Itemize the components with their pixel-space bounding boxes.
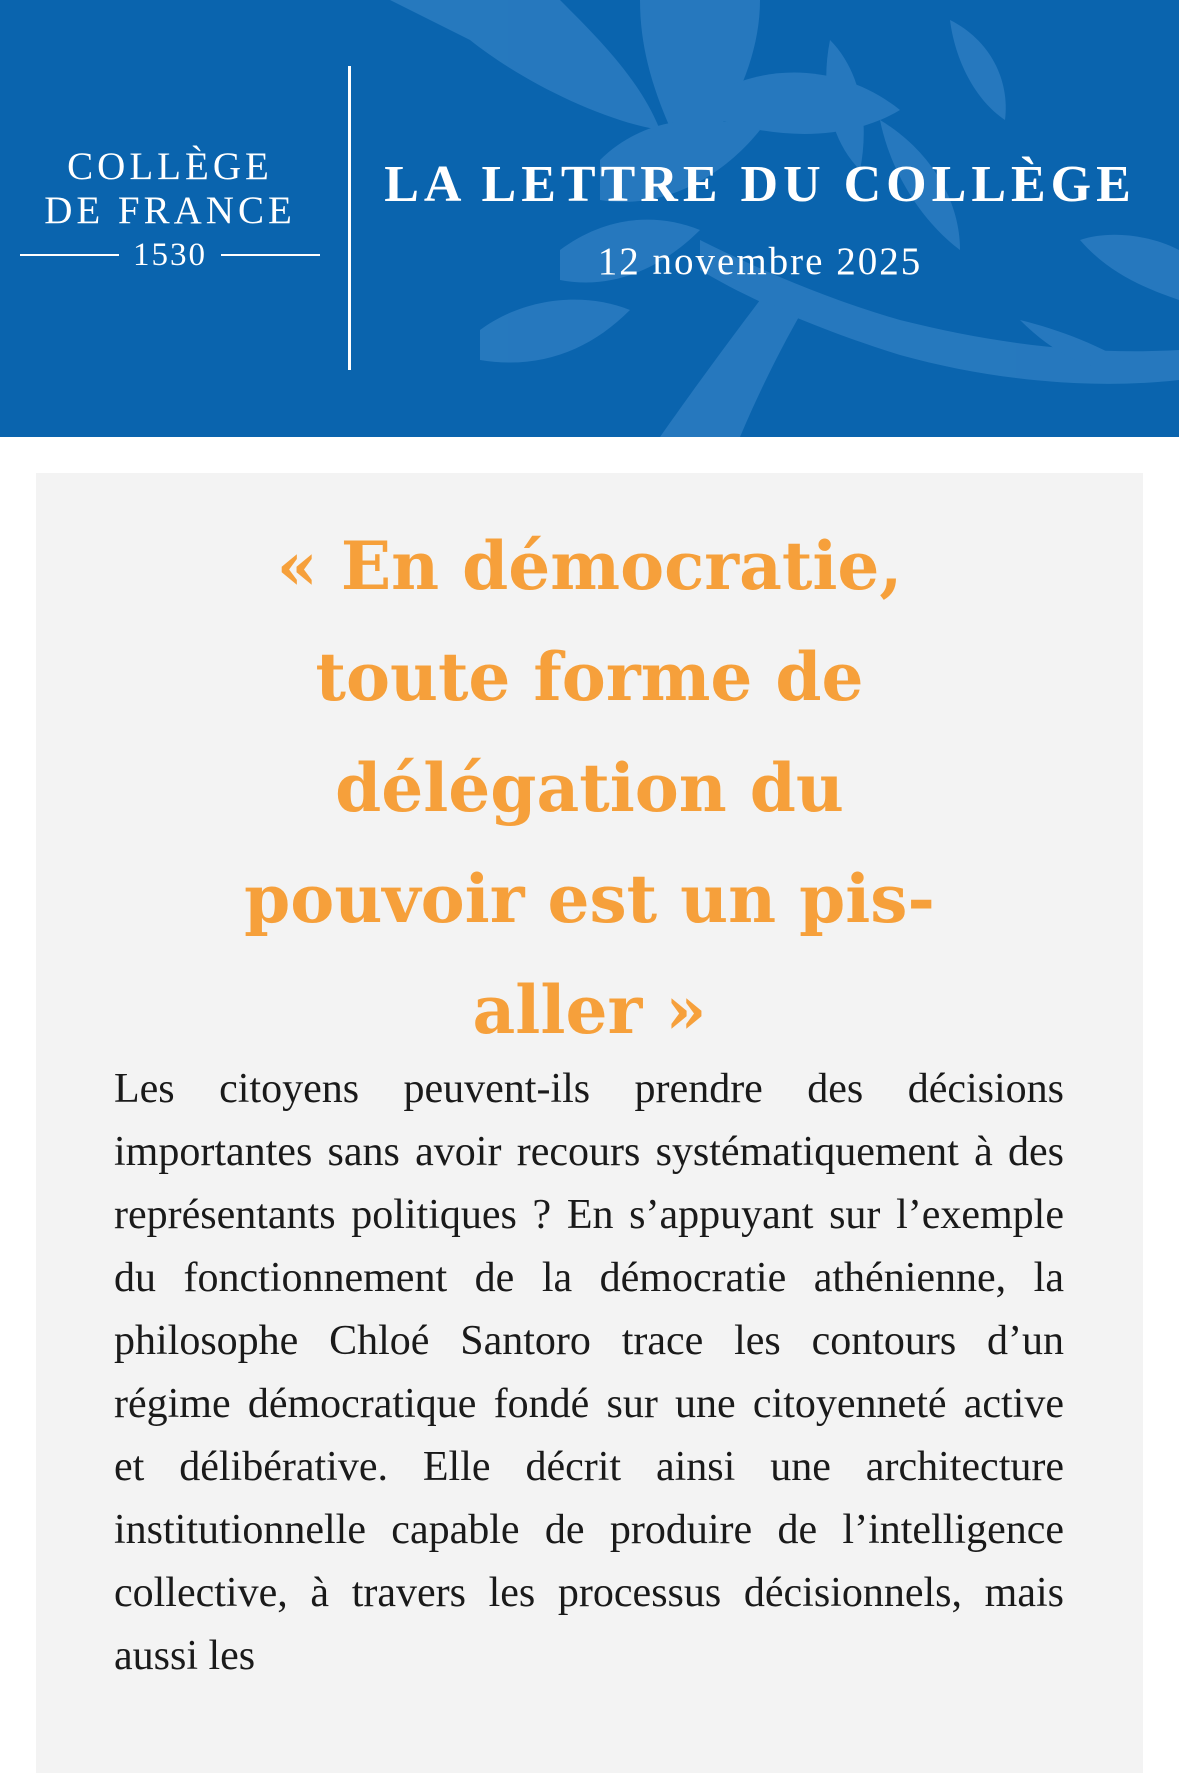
header-divider <box>348 66 351 370</box>
newsletter-title: LA LETTRE DU COLLÈGE <box>384 156 1136 213</box>
logo-rule-right <box>221 254 320 256</box>
logo-line-2: DE FRANCE <box>44 189 296 232</box>
logo-year: 1530 <box>133 237 207 273</box>
logo-rule-left <box>20 254 119 256</box>
logo-year-row <box>20 235 320 275</box>
article-headline[interactable]: « En démocratie, toute forme de délégation du pouvoir est un pis-aller » <box>244 527 935 1049</box>
article-body: Les citoyens peuvent-ils prendre des décisions importantes sans avoir recours systématiquement à des représentants politiques ? En s’appuyant sur l’exemple du fonctionnement de la démocratie athénienne, la philosophe Chloé Santoro trace les contours d’un régime démocratique fondé sur une citoyenneté active et délibérative. Elle décrit ainsi une architecture institutionnelle capable de produire de l’intelligence collective, à travers les processus décisionnels, mais aussi les <box>114 1066 1064 1679</box>
newsletter-title-block <box>360 148 1160 286</box>
article-card <box>36 473 1143 1773</box>
college-de-france-logo[interactable] <box>20 145 320 275</box>
logo-line-1: COLLÈGE <box>67 145 273 188</box>
newsletter-date: 12 novembre 2025 <box>597 240 923 283</box>
newsletter-header <box>0 0 1179 437</box>
